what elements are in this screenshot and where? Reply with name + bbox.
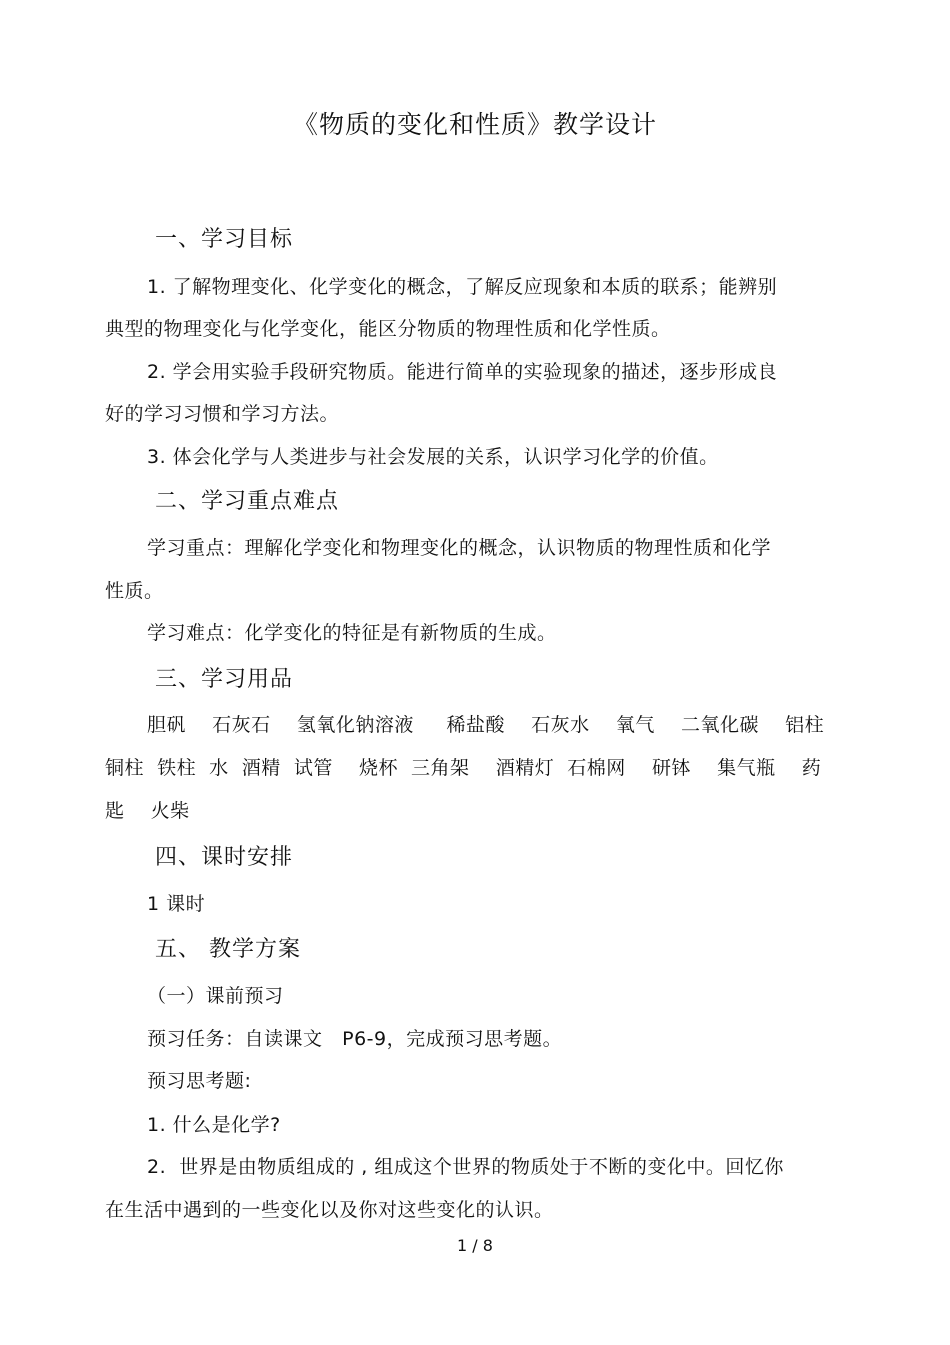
- paragraph-line: 1. 什么是化学?: [147, 1114, 281, 1136]
- materials-line: 胆矾 石灰石 氢氧化钠溶液 稀盐酸 石灰水 氧气 二氧化碳 铝柱: [147, 714, 825, 736]
- section-heading-schedule: 四、课时安排: [155, 845, 294, 870]
- paragraph-line: 1 课时: [147, 893, 206, 915]
- paragraph-line: 2. 世界是由物质组成的 , 组成这个世界的物质处于不断的变化中。回忆你: [147, 1156, 784, 1178]
- paragraph-line: 典型的物理变化与化学变化，能区分物质的物理性质和化学性质。: [105, 318, 671, 340]
- paragraph-line: 学习难点：化学变化的特征是有新物质的生成。: [147, 622, 557, 644]
- page-number: 1 / 8: [457, 1236, 493, 1255]
- section-heading-plan: 五、 教学方案: [155, 937, 301, 962]
- paragraph-line: 好的学习习惯和学习方法。: [105, 403, 340, 425]
- paragraph-line: 2. 学会用实验手段研究物质。能进行简单的实验现象的描述，逐步形成良: [147, 361, 778, 383]
- materials-line: 铜柱 铁柱 水 酒精 试管 烧杯 三角架 酒精灯 石棉网 研钵 集气瓶 药: [105, 757, 822, 779]
- section-heading-objectives: 一、学习目标: [155, 227, 294, 252]
- paragraph-line: 性质。: [105, 580, 164, 602]
- materials-line: 匙 火柴: [105, 800, 190, 822]
- paragraph-line: （一）课前预习: [147, 985, 284, 1007]
- paragraph-line: 学习重点：理解化学变化和物理变化的概念，认识物质的物理性质和化学: [147, 537, 772, 559]
- section-heading-materials: 三、学习用品: [155, 667, 294, 692]
- paragraph-line: 1. 了解物理变化、化学变化的概念，了解反应现象和本质的联系；能辨别: [147, 276, 778, 298]
- paragraph-line: 预习任务：自读课文 P6-9，完成预习思考题。: [147, 1028, 563, 1050]
- paragraph-line: 预习思考题:: [147, 1070, 252, 1092]
- paragraph-line: 3. 体会化学与人类进步与社会发展的关系，认识学习化学的价值。: [147, 446, 719, 468]
- section-heading-key-points: 二、学习重点难点: [155, 489, 340, 514]
- paragraph-line: 在生活中遇到的一些变化以及你对这些变化的认识。: [105, 1199, 554, 1221]
- document-title: 《物质的变化和性质》教学设计: [292, 110, 657, 139]
